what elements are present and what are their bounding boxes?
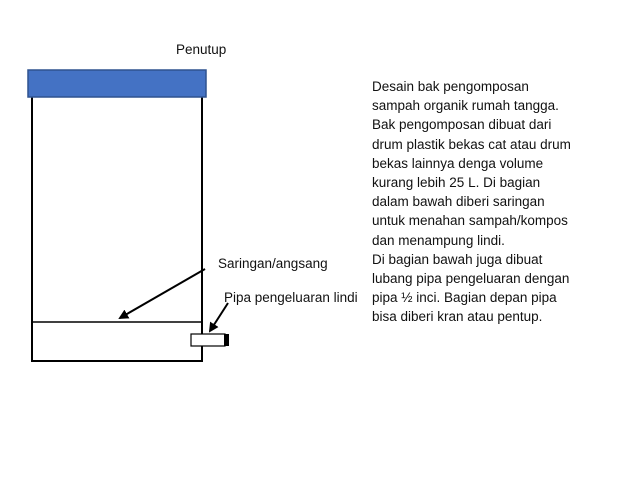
description-line: pipa ½ inci. Bagian depan pipa <box>372 290 557 306</box>
description-line: bekas lainnya denga volume <box>372 155 544 171</box>
outlet-pipe <box>191 334 225 346</box>
outlet-pipe-cap <box>224 334 229 346</box>
pipe-arrow <box>210 303 228 331</box>
description-line: Bak pengomposan dibuat dari <box>372 117 552 133</box>
filter-label: Saringan/angsang <box>218 256 328 271</box>
description-line: dalam bawah diberi saringan <box>372 194 545 210</box>
description-line: bisa diberi kran atau pentup. <box>372 309 543 325</box>
description-line: Di bagian bawah juga dibuat <box>372 251 543 267</box>
lid-label: Penutup <box>176 42 227 57</box>
description-line: dan menampung lindi. <box>372 232 505 248</box>
description-line: Desain bak pengomposan <box>372 79 529 94</box>
description-line: sampah organik rumah tangga. <box>372 98 559 114</box>
pipe-label: Pipa pengeluaran lindi <box>224 290 358 305</box>
description-text <box>372 77 612 327</box>
description-line: untuk menahan sampah/kompos <box>372 213 568 229</box>
description-line: drum plastik bekas cat atau drum <box>372 136 571 152</box>
description-line: lubang pipa pengeluaran dengan <box>372 271 570 287</box>
drum-lid <box>28 70 206 97</box>
description-line: kurang lebih 25 L. Di bagian <box>372 175 541 191</box>
